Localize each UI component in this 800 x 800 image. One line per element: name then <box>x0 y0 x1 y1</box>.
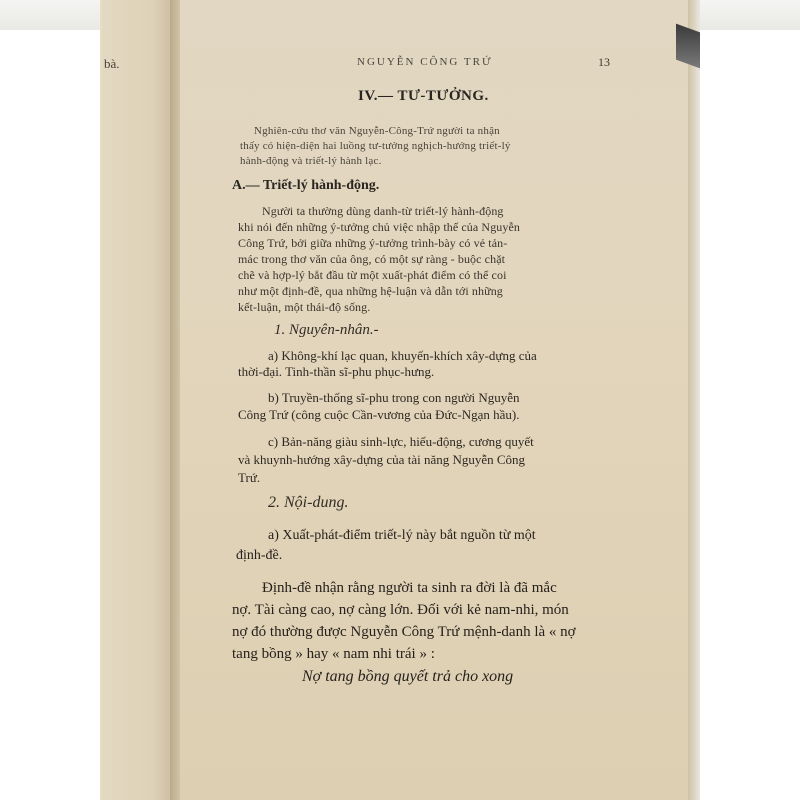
paragraph-line: nợ. Tài càng cao, nợ càng lớn. Đối với kẻ nam-nhi, món <box>232 602 569 618</box>
paragraph-line: khi nói đến những ý-tưởng chủ việc nhập thế của Nguyễn <box>238 220 521 234</box>
subheading-2: 2. Nội-dung. <box>268 494 349 511</box>
subheading-1: 1. Nguyên-nhân.- <box>274 322 379 338</box>
paragraph-line: Công Trứ, bởi giữa những ý-tưởng trình-bày có vẻ tản- <box>238 236 508 250</box>
verse-line: Nợ tang bồng quyết trả cho xong <box>302 668 514 685</box>
left-page <box>102 0 174 800</box>
list-item-line: thời-đại. Tinh-thần sĩ-phu phục-hưng. <box>238 364 435 379</box>
list-item-line: a) Không-khí lạc quan, khuyến-khích xây-dựng của <box>268 348 537 363</box>
intro-line: Nghiên-cứu thơ văn Nguyễn-Công-Trứ người ta nhận <box>254 125 500 137</box>
section-title: IV.— TƯ-TƯỞNG. <box>358 88 489 104</box>
list-item-line: c) Bản-năng giàu sinh-lực, hiếu-động, cương quyết <box>268 434 534 449</box>
paragraph-line: Định-đề nhận rằng người ta sinh ra đời là đã mắc <box>262 580 557 596</box>
paragraph-line: Người ta thường dùng danh-từ triết-lý hành-động <box>262 204 504 218</box>
page-edge <box>688 0 700 800</box>
list-item-line: định-đề. <box>236 548 283 563</box>
list-item-line: Công Trứ (công cuộc Cần-vương của Đức-Ngạn hầu). <box>238 407 520 422</box>
paragraph-line: như một định-đề, qua những hệ-luận và dẫn tới những <box>238 284 503 298</box>
paragraph-line: kết-luận, một thái-độ sống. <box>238 300 371 314</box>
list-item-line: a) Xuất-phát-điểm triết-lý này bắt nguồn từ một <box>268 528 536 543</box>
intro-line: thấy có hiện-diện hai luồng tư-tưởng nghịch-hướng triết-lý <box>240 140 511 152</box>
paragraph-line: nợ đó thường được Nguyễn Công Trứ mệnh-danh là « nợ <box>232 624 576 640</box>
list-item-line: b) Truyền-thống sĩ-phu trong con người Nguyễn <box>268 390 520 405</box>
intro-line: hành-động và triết-lý hành lạc. <box>240 155 382 167</box>
list-item-line: và khuynh-hướng xây-dựng của tài năng Nguyễn Công <box>238 452 526 467</box>
paragraph-line: tang bồng » hay « nam nhi trái » : <box>232 646 435 662</box>
subsection-heading-a: A.— Triết-lý hành-động. <box>232 178 380 193</box>
running-header: NGUYỄN CÔNG TRỨ <box>357 56 493 68</box>
left-page-fragment: bà. <box>104 56 120 71</box>
page-number: 13 <box>598 55 610 69</box>
paragraph-line: mác trong thơ văn của ông, có một sự ràng - buộc chặt <box>238 252 506 266</box>
paragraph-line: chẽ và hợp-lý bắt đầu từ một xuất-phát điểm có thể coi <box>238 268 507 282</box>
list-item-line: Trứ. <box>238 470 261 485</box>
